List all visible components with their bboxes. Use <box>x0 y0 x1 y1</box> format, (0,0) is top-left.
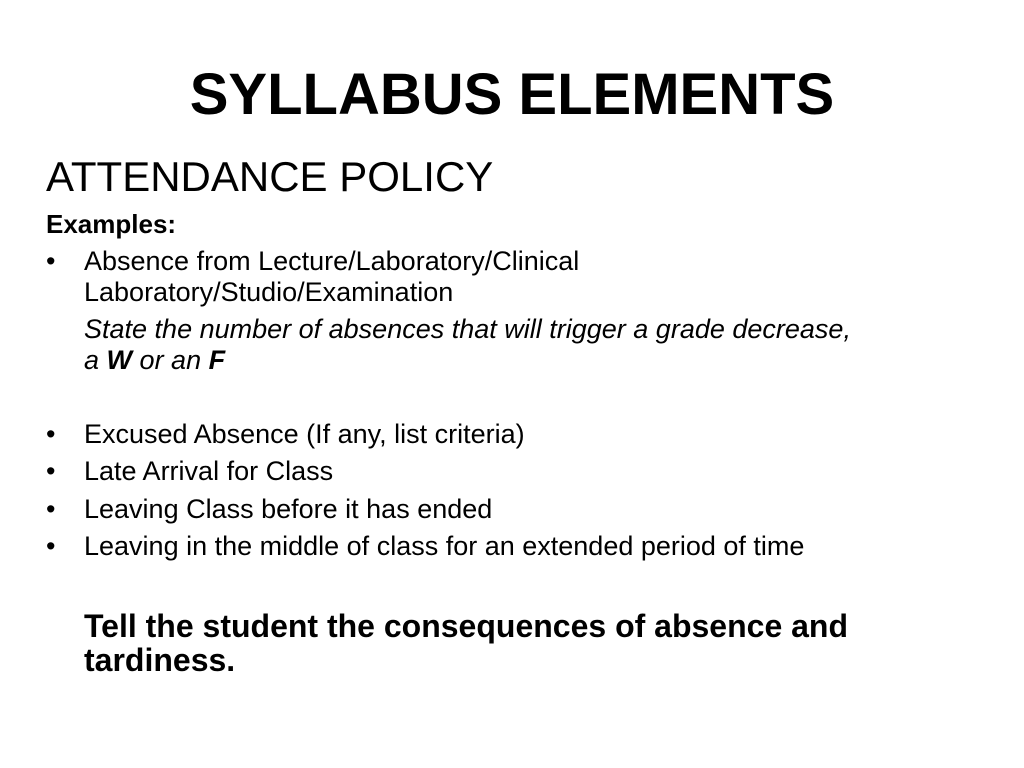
closing-statement <box>84 609 984 677</box>
bullet-text: Leaving Class before it has ended <box>84 494 493 524</box>
bullet-text: Late Arrival for Class <box>84 456 334 486</box>
bullet-dot: • <box>46 419 56 449</box>
bullet-text-line-2: Laboratory/Studio/Examination <box>84 277 454 307</box>
slide-title: SYLLABUS ELEMENTS <box>189 62 835 127</box>
note-or-an: or an <box>139 345 202 375</box>
bullet-text <box>84 246 984 308</box>
section-heading: ATTENDANCE POLICY <box>46 153 494 200</box>
bullet-text-line-1: Absence from Lecture/Laboratory/Clinical <box>84 246 580 276</box>
bullet-text: Leaving in the middle of class for an extended period of time <box>84 531 805 561</box>
note-w-grade: W <box>106 345 133 375</box>
closing-line-1: Tell the student the consequences of absence and <box>84 608 849 644</box>
note-a: a <box>84 345 100 375</box>
bullet-text: Excused Absence (If any, list criteria) <box>84 419 525 449</box>
bullet-dot: • <box>46 246 56 276</box>
bullet-dot: • <box>46 531 56 561</box>
note-f-grade: F <box>208 345 226 375</box>
bullet-dot: • <box>46 494 56 524</box>
note-line-2 <box>84 345 994 376</box>
examples-label: Examples: <box>46 209 177 239</box>
absence-note <box>84 314 994 376</box>
note-line-1: State the number of absences that will trigger a grade decrease, <box>84 314 851 344</box>
closing-line-2: tardiness. <box>84 642 236 678</box>
bullet-dot: • <box>46 456 56 486</box>
